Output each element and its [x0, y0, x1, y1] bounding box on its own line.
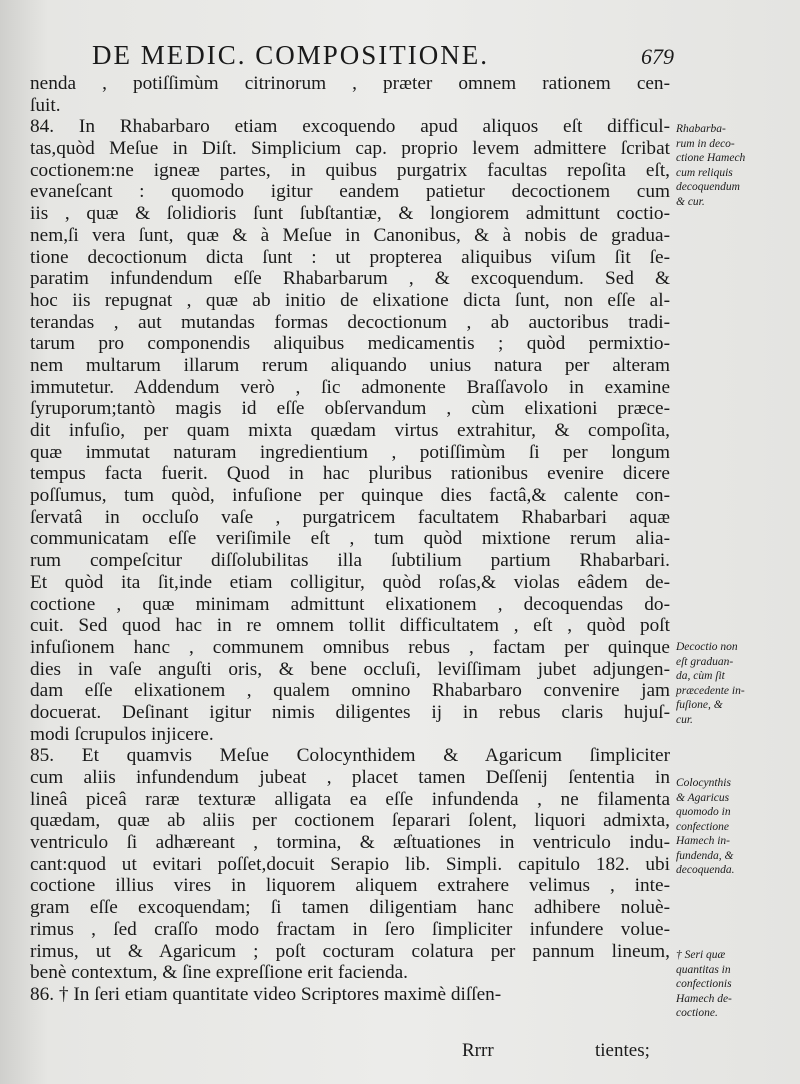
- text-line: ſyruporum;tantò magis id eſſe obſervandum , cùm elixationi præce-: [30, 398, 670, 420]
- text-line: poſſumus, tum quòd, infuſione per quinque dies factâ,& calente con-: [30, 485, 670, 507]
- text-line: coctionem:ne igneæ partes, in quibus purgatrix facultas repoſita eſt,: [30, 159, 670, 181]
- margin-note-line: coctione.: [676, 1007, 718, 1019]
- text-line: cum aliis infundendum jubeat , placet tamen Deſſenij ſententia in: [30, 767, 670, 788]
- text-line: hoc iis repugnat , quæ ab initio de elixatione dicta ſunt, non eſſe al-: [30, 289, 670, 311]
- catchword: tientes;: [595, 1040, 650, 1061]
- margin-note-rhabarbarum: [676, 122, 776, 209]
- text-line: immutetur. Addendum verò , ſic admonente Braſſavolo in examine: [30, 376, 670, 398]
- margin-note-line: Hamech in-: [676, 835, 730, 847]
- text-line: terandas , aut mutandas formas decoctionum , ab auctoribus tradi-: [30, 311, 670, 333]
- text-line: benè contextum, & ſine expreſſione erit facienda.: [30, 962, 408, 984]
- text-line: quædam, quæ ab aliis per coctionem ſeparari ſolent, liquori admixta,: [30, 810, 670, 832]
- text-line: docuerat. Deſinant igitur nimis diligentes ij in rebus claris hujuſ-: [30, 701, 670, 723]
- margin-note-line: cum reliquis: [676, 166, 733, 179]
- text-line: dam eſſe elixationem , qualem omnino Rhabarbaro convenire jam: [30, 680, 670, 702]
- margin-note-line: quantitas in: [676, 963, 731, 976]
- text-line: rimus, ut & Agaricum ; poſt cocturam colatura per pannum lineum,: [30, 940, 670, 962]
- margin-note-line: cur.: [676, 713, 693, 726]
- margin-note-line: confectione: [676, 820, 730, 833]
- margin-note-line: Rhabarba-: [676, 123, 726, 135]
- text-line: coctione , quæ minimam admittunt elixationem , decoquendas do-: [30, 593, 670, 615]
- margin-note-line: Decoctio non: [676, 641, 738, 653]
- margin-note-line: rum in deco-: [676, 137, 735, 150]
- margin-note-line: præcedente in-: [676, 684, 745, 697]
- text-line: tione decoctionum dicta ſunt : ut propterea aliquibus viſum ſit ſe-: [30, 246, 670, 268]
- text-line: modi ſcrupulos injicere.: [30, 723, 214, 745]
- text-line: cant:quod ut evitari poſſet,docuit Serapio lib. Simpli. capitulo 182. ubi: [30, 853, 670, 875]
- text-line: quæ immutat naturam ingredientium , potiſſimùm ſi per longum: [30, 441, 670, 463]
- running-header: [92, 40, 672, 71]
- text-line: 86. † In ſeri etiam quantitate video Scriptores maximè diſſen-: [30, 983, 502, 1005]
- text-line: tas,quòd Meſue in Diſt. Simplicium cap. proprio levem admittere ſcribat: [30, 138, 670, 160]
- text-line: communicatam eſſe veriſimile eſt , tum quòd mixtione rerum alia-: [30, 528, 670, 550]
- margin-note-colocynthis: [676, 776, 776, 878]
- text-line: ventriculo ſi adhæreant , tormina, & æſtuationes in ventriculo indu-: [30, 832, 670, 854]
- text-line: iis , quæ & ſolidioris ſunt ſubſtantiæ, & longiorem admittunt coctio-: [30, 203, 670, 225]
- header-title: DE MEDIC. COMPOSITIONE.: [92, 40, 489, 70]
- margin-note-line: ctione Hamech: [676, 152, 746, 164]
- text-line: infuſionem hanc , communem omnibus rebus , factam per quinque: [30, 636, 670, 658]
- text-line: nem,ſi vera ſunt, quæ & à Meſue in Canonibus, & à nobis de gradua-: [30, 224, 670, 246]
- body-text: [30, 73, 670, 1006]
- text-line: Et quòd ita ſit,inde etiam colligitur, quòd roſas,& violas eâdem de-: [30, 571, 670, 593]
- text-line: coctione illius vires in liquorem aliquem extrahere velimus , inte-: [30, 875, 670, 897]
- text-line: nem multarum illarum rerum aliquando unius natura per alteram: [30, 354, 670, 376]
- text-line: evaneſcant : quomodo igitur eandem patietur decoctionem cum: [30, 181, 670, 203]
- signature-mark: Rrrr: [462, 1040, 494, 1061]
- margin-note-decoctio: [676, 640, 776, 727]
- text-line: paratim infundendum eſſe Rhabarbarum , & excoquendum. Sed &: [30, 268, 670, 290]
- text-line: lineâ piceâ raræ texturæ alligata ea eſſe infundenda , ne filamenta: [30, 788, 670, 810]
- text-line: tarum pro componendis aliquibus medicamentis ; quòd permixtio-: [30, 333, 670, 355]
- text-line: 85. Et quamvis Meſue Colocynthidem & Agaricum ſimpliciter: [30, 745, 670, 767]
- margin-note-line: da, cùm ſit: [676, 670, 725, 682]
- text-line: nenda , potiſſimùm citrinorum , præter omnem rationem cen-: [30, 73, 670, 94]
- text-line: tempus facta fuerit. Quod in hac pluribus rationibus evenire dicere: [30, 463, 670, 485]
- text-line: gram eſſe excoquendam; ſi tamen diligentiam hanc adhibere noluè-: [30, 897, 670, 919]
- margin-note-line: decoquenda.: [676, 864, 735, 876]
- text-line: cuit. Sed quod hac in re omnem tollit difficultatem , eſt , quòd poſt: [30, 615, 670, 637]
- margin-note-line: quomodo in: [676, 806, 731, 818]
- margin-note-line: Colocynthis: [676, 777, 731, 789]
- text-line: ſervatâ in occluſo vaſe , purgatricem facultatem Rhabarbari aquæ: [30, 506, 670, 528]
- margin-note-line: decoquendum: [676, 181, 740, 193]
- text-line: ſuit.: [30, 94, 61, 116]
- text-line: dies in vaſe anguſti oris, & bene occluſi, leviſſimam jubet adjungen-: [30, 658, 670, 680]
- margin-note-line: † Seri quæ: [676, 949, 726, 961]
- margin-note-line: fundenda, &: [676, 849, 734, 862]
- margin-note-line: & cur.: [676, 195, 705, 208]
- margin-note-line: & Agaricus: [676, 791, 730, 804]
- margin-note-line: eſt graduan-: [676, 655, 734, 668]
- margin-note-line: fuſione, &: [676, 699, 723, 711]
- text-line: dit infuſio, per quam mixta quædam virtus extrahitur, & compoſita,: [30, 420, 670, 441]
- page-number: 679: [641, 44, 674, 69]
- text-line: 84. In Rhabarbaro etiam excoquendo apud aliquos eſt difficul-: [30, 116, 670, 138]
- text-line: rum compeſcitur diſſolubilitas illa ſubtilium partium Rhabarbari.: [30, 550, 670, 572]
- text-line: rimus , ſed craſſo modo fractam in ſero ſimpliciter infundere volue-: [30, 918, 670, 940]
- margin-note-seri: [676, 948, 776, 1021]
- margin-note-line: Hamech de-: [676, 992, 732, 1005]
- margin-note-line: confectionis: [676, 978, 732, 990]
